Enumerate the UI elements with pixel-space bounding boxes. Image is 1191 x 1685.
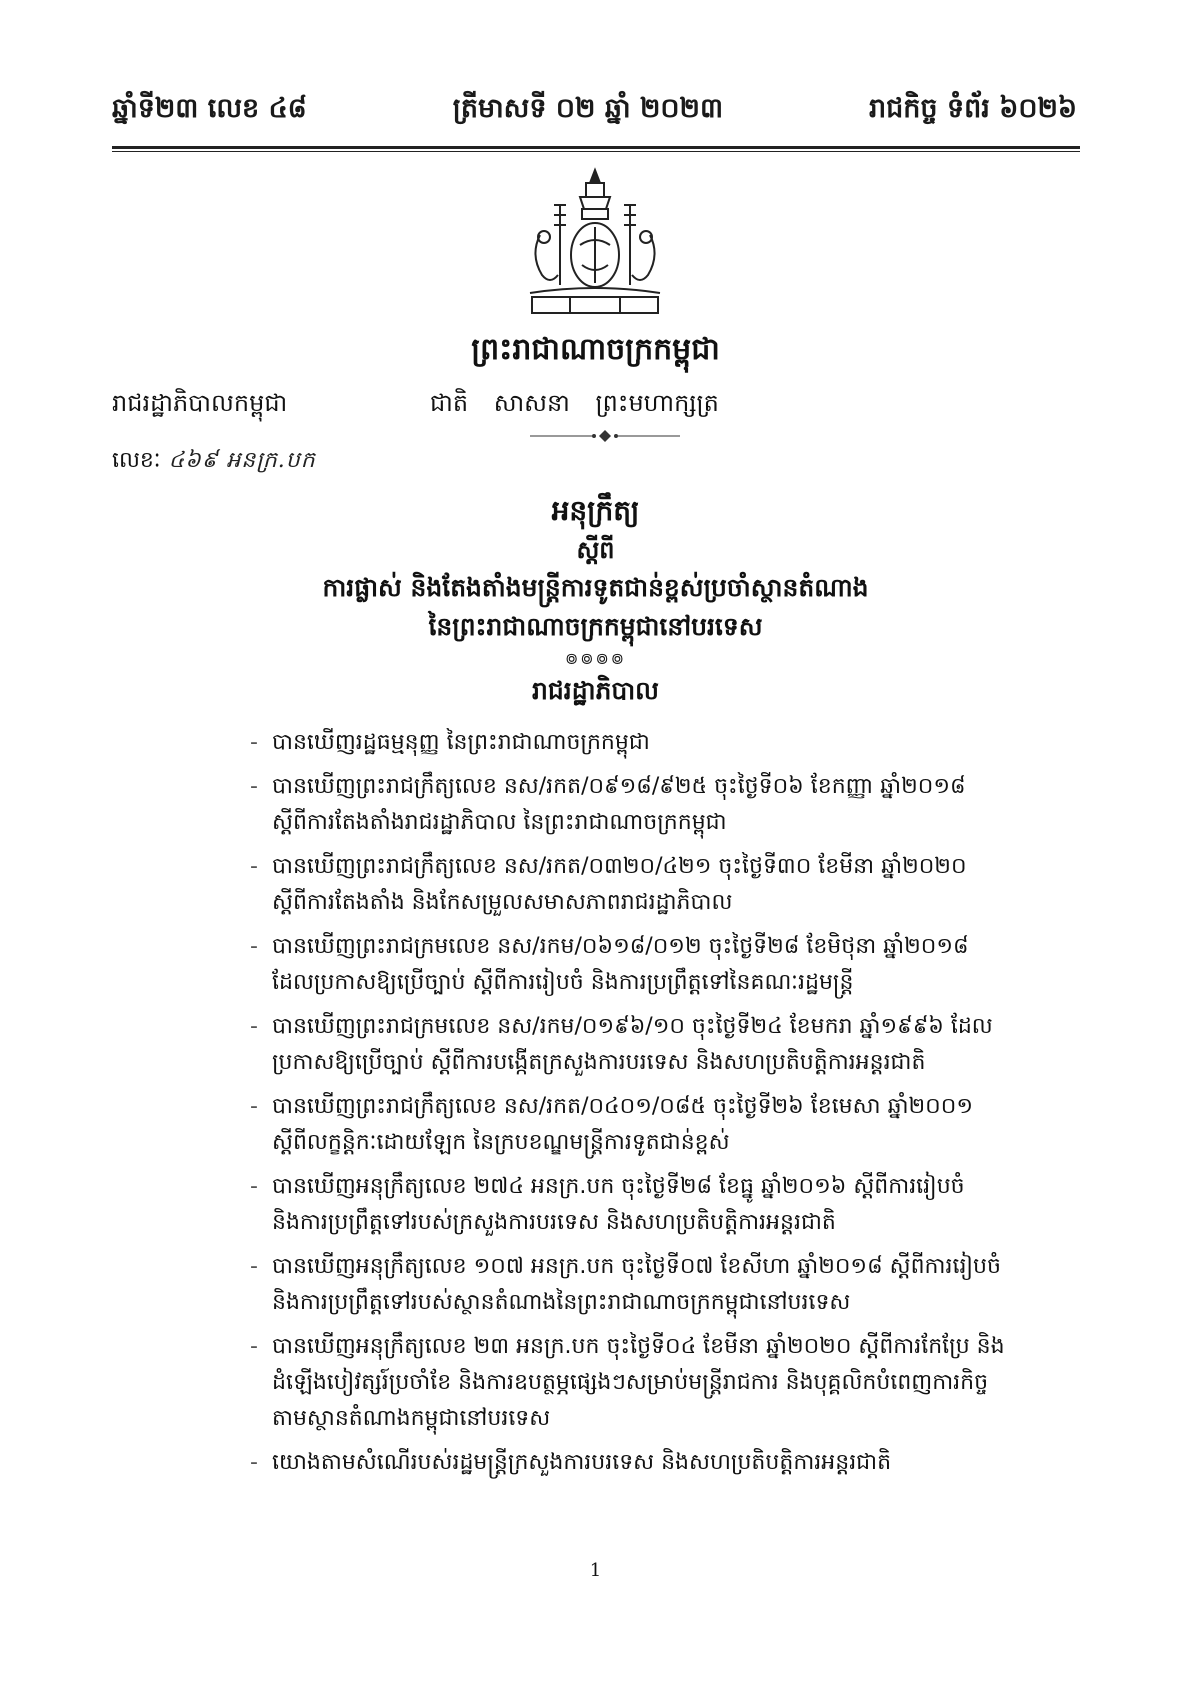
clause-line: បានឃើញអនុក្រឹត្យលេខ ២៣ អនក្រ.បក ចុះថ្ងៃទី០៤ ខែមីនា ឆ្នាំ២០២០ ស្តីពីការកែប្រែ និង — [272, 1334, 1005, 1359]
clause-line: បានឃើញអនុក្រឹត្យលេខ ១០៧ អនក្រ.បក ចុះថ្ងៃទី០៧ ខែសីហា ឆ្នាំ២០១៨ ស្តីពីការរៀបចំ — [272, 1254, 1001, 1279]
national-motto: ជាតិ សាសនា ព្រះមហាក្សត្រ — [430, 389, 719, 417]
preamble-clause — [250, 1445, 1050, 1481]
number-value: ៤៦៩ អនក្រ.បក — [168, 448, 316, 473]
preamble-clauses — [250, 725, 1050, 1489]
clause-line: ដំឡើងបៀវត្សរ៍ប្រចាំខែ និងការឧបត្ថម្ភផ្សេងៗសម្រាប់មន្ត្រីរាជការ និងបុគ្គលិកបំពេញការកិច្ច — [272, 1370, 989, 1395]
kingdom-title: ព្រះរាជាណាចក្រកម្ពុជា — [471, 332, 720, 367]
subject-line-1: ការផ្លាស់ និងតែងតាំងមន្ត្រីការទូតជាន់ខ្ពស់ប្រចាំស្ថានតំណាង — [322, 573, 869, 602]
clause-line: បានឃើញរដ្ឋធម្មនុញ្ញ នៃព្រះរាជាណាចក្រកម្ពុជា — [272, 730, 650, 755]
preamble-clause — [250, 725, 1050, 761]
clause-line: បានឃើញព្រះរាជក្រមលេខ នស/រកម/០១៩៦/១០ ចុះថ្ងៃទី២៤ ខែមករា ឆ្នាំ១៩៩៦ ដែល — [272, 1014, 993, 1039]
preamble-clause — [250, 1009, 1050, 1081]
preamble-clause — [250, 1089, 1050, 1161]
clause-bullet: - — [250, 730, 258, 755]
clause-line: បានឃើញព្រះរាជក្រមលេខ នស/រកម/០៦១៨/០១២ ចុះថ្ងៃទី២៨ ខែមិថុនា ឆ្នាំ២០១៨ — [272, 934, 969, 959]
clause-line: បានឃើញព្រះរាជក្រឹត្យលេខ នស/រកត/០៣២០/៤២១ ចុះថ្ងៃទី៣០ ខែមីនា ឆ្នាំ២០២០ — [272, 854, 967, 879]
gazette-header — [112, 92, 1077, 131]
clause-bullet: - — [250, 774, 258, 799]
clause-line: បានឃើញព្រះរាជក្រឹត្យលេខ នស/រកត/០៩១៨/៩២៥ ចុះថ្ងៃទី០៦ ខែកញ្ញា ឆ្នាំ២០១៨ — [272, 774, 966, 799]
clause-line: ប្រកាសឱ្យប្រើច្បាប់ ស្តីពីការបង្កើតក្រសួងការបរទេស និងសហប្រតិបត្តិការអន្តរជាតិ — [272, 1050, 926, 1075]
issuing-authority: រាជរដ្ឋាភិបាល — [532, 676, 659, 705]
gazette-date: ត្រីមាសទី ០២ ឆ្នាំ ២០២៣ — [452, 93, 724, 124]
document-number — [112, 446, 316, 478]
subject-line-2: នៃព្រះរាជាណាចក្រកម្ពុជានៅបរទេស — [428, 612, 763, 641]
clause-bullet: - — [250, 1450, 258, 1475]
preamble-clause — [250, 1169, 1050, 1241]
header-rule — [112, 146, 1080, 149]
clause-bullet: - — [250, 854, 258, 879]
clause-line: បានឃើញអនុក្រឹត្យលេខ ២៧៤ អនក្រ.បក ចុះថ្ងៃទី២៨ ខែធ្នូ ឆ្នាំ២០១៦ ស្តីពីការរៀបចំ — [272, 1174, 965, 1199]
clause-line: បានឃើញព្រះរាជក្រឹត្យលេខ នស/រកត/០៤០១/០៨៥ ចុះថ្ងៃទី២៦ ខែមេសា ឆ្នាំ២០០១ — [272, 1094, 973, 1119]
clause-line: ស្តីពីលក្ខន្តិកៈដោយឡែក នៃក្របខណ្ឌមន្ត្រីការទូតជាន់ខ្ពស់ — [272, 1130, 730, 1155]
title-ornament: ៙៙៙៙ — [564, 649, 627, 668]
clause-bullet: - — [250, 1094, 258, 1119]
gazette-page: រាជកិច្ច ទំព័រ ៦០២៦ — [869, 93, 1077, 124]
clause-line: ដែលប្រកាសឱ្យប្រើច្បាប់ ស្តីពីការរៀបចំ និងការប្រព្រឹត្តទៅនៃគណៈរដ្ឋមន្ត្រី — [272, 970, 854, 995]
preamble-clause — [250, 849, 1050, 921]
clause-line: យោងតាមសំណើរបស់រដ្ឋមន្ត្រីក្រសួងការបរទេស និងសហប្រតិបត្តិការអន្តរជាតិ — [272, 1450, 892, 1475]
issuer-name: រាជរដ្ឋាភិបាលកម្ពុជា — [112, 389, 288, 417]
clause-bullet: - — [250, 1254, 258, 1279]
clause-line: ស្តីពីការតែងតាំង និងកែសម្រួលសមាសភាពរាជរដ្ឋាភិបាល — [272, 890, 733, 915]
clause-bullet: - — [250, 1014, 258, 1039]
clause-line: និងការប្រព្រឹត្តទៅរបស់ស្ថានតំណាងនៃព្រះរាជាណាចក្រកម្ពុជានៅបរទេស — [272, 1290, 851, 1315]
header-rule-thin — [112, 151, 1080, 152]
clause-bullet: - — [250, 934, 258, 959]
document-type: អនុក្រឹត្យ — [551, 494, 640, 527]
page-number: 1 — [589, 1560, 602, 1581]
clause-line: តាមស្ថានតំណាងកម្ពុជានៅបរទេស — [272, 1406, 551, 1431]
gazette-volume: ឆ្នាំទី២៣ លេខ ៤៨ — [112, 93, 307, 124]
clause-bullet: - — [250, 1334, 258, 1359]
preamble-clause — [250, 929, 1050, 1001]
clause-line: ស្តីពីការតែងតាំងរាជរដ្ឋាភិបាល នៃព្រះរាជាណាចក្រកម្ពុជា — [272, 810, 727, 835]
preamble-clause — [250, 1249, 1050, 1321]
ornament-divider-icon — [530, 428, 680, 444]
clause-line: និងការប្រព្រឹត្តទៅរបស់ក្រសួងការបរទេស និងសហប្រតិបត្តិការអន្តរជាតិ — [272, 1210, 836, 1235]
royal-coat-of-arms-icon — [520, 165, 670, 325]
preamble-clause — [250, 769, 1050, 841]
preamble-clause — [250, 1329, 1050, 1437]
title-about: ស្តីពី — [576, 536, 615, 564]
document-title-block — [0, 490, 1191, 710]
number-label: លេខៈ — [112, 448, 161, 473]
clause-bullet: - — [250, 1174, 258, 1199]
